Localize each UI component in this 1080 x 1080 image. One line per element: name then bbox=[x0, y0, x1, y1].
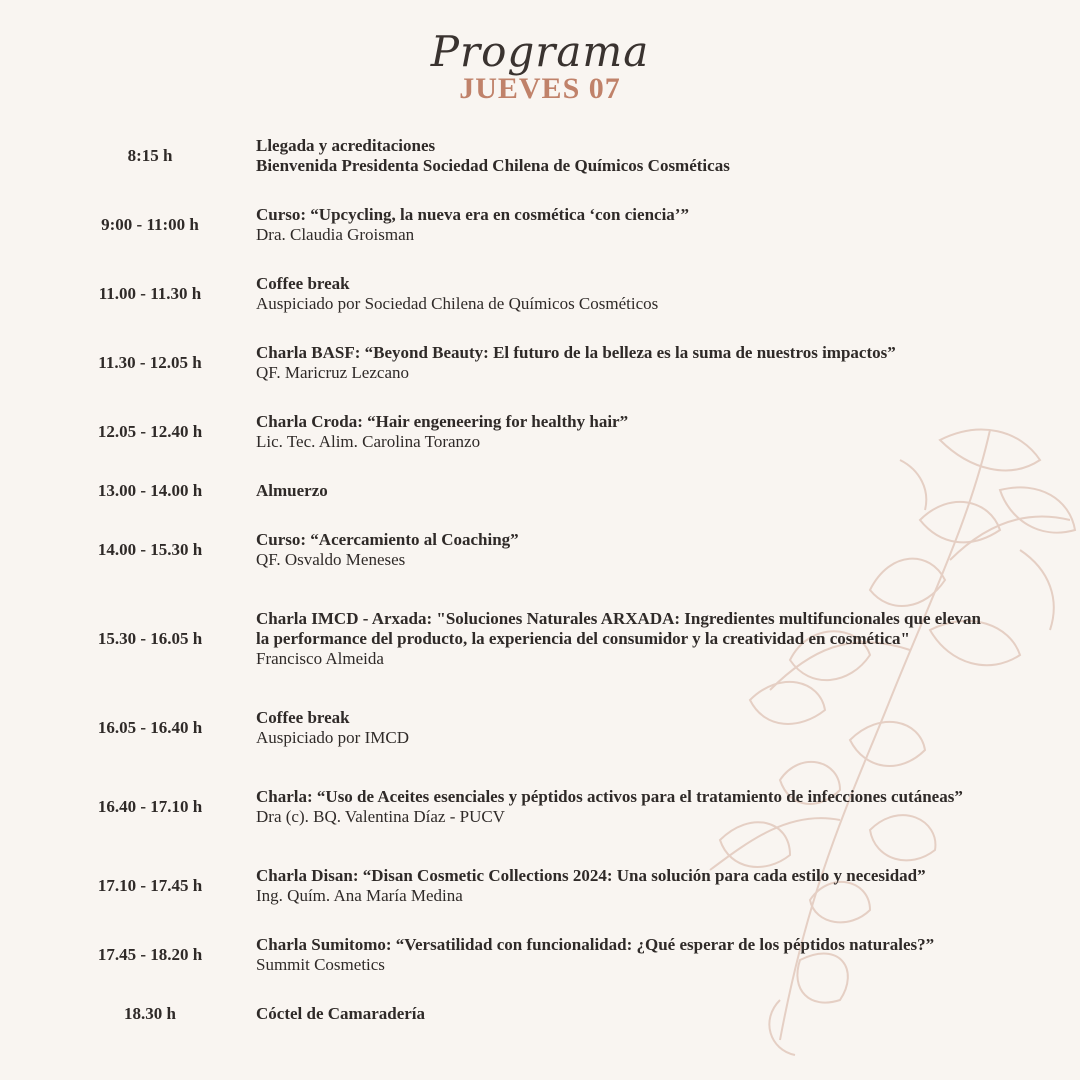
schedule-speaker: Dra. Claudia Groisman bbox=[256, 225, 415, 244]
schedule-title: Charla BASF: “Beyond Beauty: El futuro de la belleza es la suma de nuestros impactos” bbox=[256, 343, 896, 362]
schedule-description bbox=[256, 530, 996, 570]
schedule-time: 16.05 - 16.40 h bbox=[97, 718, 203, 737]
schedule-row bbox=[0, 205, 1080, 245]
schedule-title: Llegada y acreditaciones bbox=[256, 136, 436, 155]
schedule-speaker: QF. Osvaldo Meneses bbox=[256, 550, 406, 569]
schedule-description bbox=[256, 609, 996, 669]
schedule-row bbox=[0, 599, 1080, 679]
schedule-speaker: Dra (c). BQ. Valentina Díaz - PUCV bbox=[256, 807, 505, 826]
schedule-title: Charla IMCD - Arxada: "Soluciones Naturales ARXADA: Ingredientes multifuncionales que elevan la performance del producto, la experiencia del consumidor y la creatividad en cosmética" bbox=[256, 609, 982, 648]
schedule-title: Coffee break bbox=[256, 708, 350, 727]
schedule-row bbox=[0, 412, 1080, 452]
page-header bbox=[0, 28, 1080, 104]
schedule-row bbox=[0, 866, 1080, 906]
schedule-title: Charla Croda: “Hair engeneering for healthy hair” bbox=[256, 412, 629, 431]
schedule-row bbox=[0, 480, 1080, 502]
page-title: Programa bbox=[430, 27, 650, 76]
schedule-title: Almuerzo bbox=[256, 481, 328, 500]
schedule-title: Charla: “Uso de Aceites esenciales y péptidos activos para el tratamiento de infecciones cutáneas” bbox=[256, 787, 963, 806]
schedule-time: 17.45 - 18.20 h bbox=[97, 945, 203, 964]
schedule-time: 12.05 - 12.40 h bbox=[97, 422, 203, 441]
schedule-speaker: Summit Cosmetics bbox=[256, 955, 385, 974]
schedule-time: 11.30 - 12.05 h bbox=[98, 353, 202, 372]
schedule-row bbox=[0, 1003, 1080, 1025]
schedule-row bbox=[0, 708, 1080, 748]
schedule-speaker: Lic. Tec. Alim. Carolina Toranzo bbox=[256, 432, 481, 451]
schedule-row bbox=[0, 136, 1080, 176]
schedule-row bbox=[0, 343, 1080, 383]
schedule-description bbox=[256, 343, 996, 383]
schedule-description bbox=[256, 935, 996, 975]
schedule-description bbox=[256, 205, 996, 245]
schedule-title: Charla Disan: “Disan Cosmetic Collections 2024: Una solución para cada estilo y necesidad” bbox=[256, 866, 926, 885]
schedule-speaker: Auspiciado por IMCD bbox=[256, 728, 409, 747]
schedule-description bbox=[256, 136, 996, 176]
schedule-title: Curso: “Acercamiento al Coaching” bbox=[256, 530, 519, 549]
schedule-time: 16.40 - 17.10 h bbox=[97, 797, 203, 816]
schedule-description bbox=[256, 274, 996, 314]
schedule-time: 17.10 - 17.45 h bbox=[97, 876, 203, 895]
schedule-time: 8:15 h bbox=[127, 146, 173, 165]
schedule-row bbox=[0, 274, 1080, 314]
schedule-speaker: QF. Maricruz Lezcano bbox=[256, 363, 409, 382]
schedule-time: 15.30 - 16.05 h bbox=[97, 629, 203, 648]
schedule-time: 14.00 - 15.30 h bbox=[97, 540, 203, 559]
schedule-time: 13.00 - 14.00 h bbox=[97, 481, 203, 500]
schedule-row bbox=[0, 777, 1080, 837]
schedule-speaker: Auspiciado por Sociedad Chilena de Químicos Cosméticos bbox=[256, 294, 659, 313]
schedule-title: Coffee break bbox=[256, 274, 350, 293]
schedule-row bbox=[0, 935, 1080, 975]
schedule-time: 18.30 h bbox=[124, 1004, 176, 1023]
schedule-row bbox=[0, 530, 1080, 570]
day-subtitle: JUEVES 07 bbox=[459, 72, 621, 105]
schedule-speaker: Francisco Almeida bbox=[256, 649, 384, 668]
schedule-title: Cóctel de Camaradería bbox=[256, 1004, 426, 1023]
schedule-description bbox=[256, 708, 996, 748]
schedule-description bbox=[256, 866, 996, 906]
schedule-time: 9:00 - 11:00 h bbox=[101, 215, 199, 234]
schedule-title: Bienvenida Presidenta Sociedad Chilena de Químicos Cosméticas bbox=[256, 156, 730, 175]
schedule-description bbox=[256, 412, 996, 452]
schedule-speaker: Ing. Quím. Ana María Medina bbox=[256, 886, 463, 905]
schedule-description bbox=[256, 481, 996, 501]
schedule-description bbox=[256, 787, 996, 827]
schedule-time: 11.00 - 11.30 h bbox=[98, 284, 202, 303]
schedule-title: Charla Sumitomo: “Versatilidad con funcionalidad: ¿Qué esperar de los péptidos naturales?” bbox=[256, 935, 935, 954]
schedule-description bbox=[256, 1004, 996, 1024]
schedule-title: Curso: “Upcycling, la nueva era en cosmética ‘con ciencia’” bbox=[256, 205, 689, 224]
